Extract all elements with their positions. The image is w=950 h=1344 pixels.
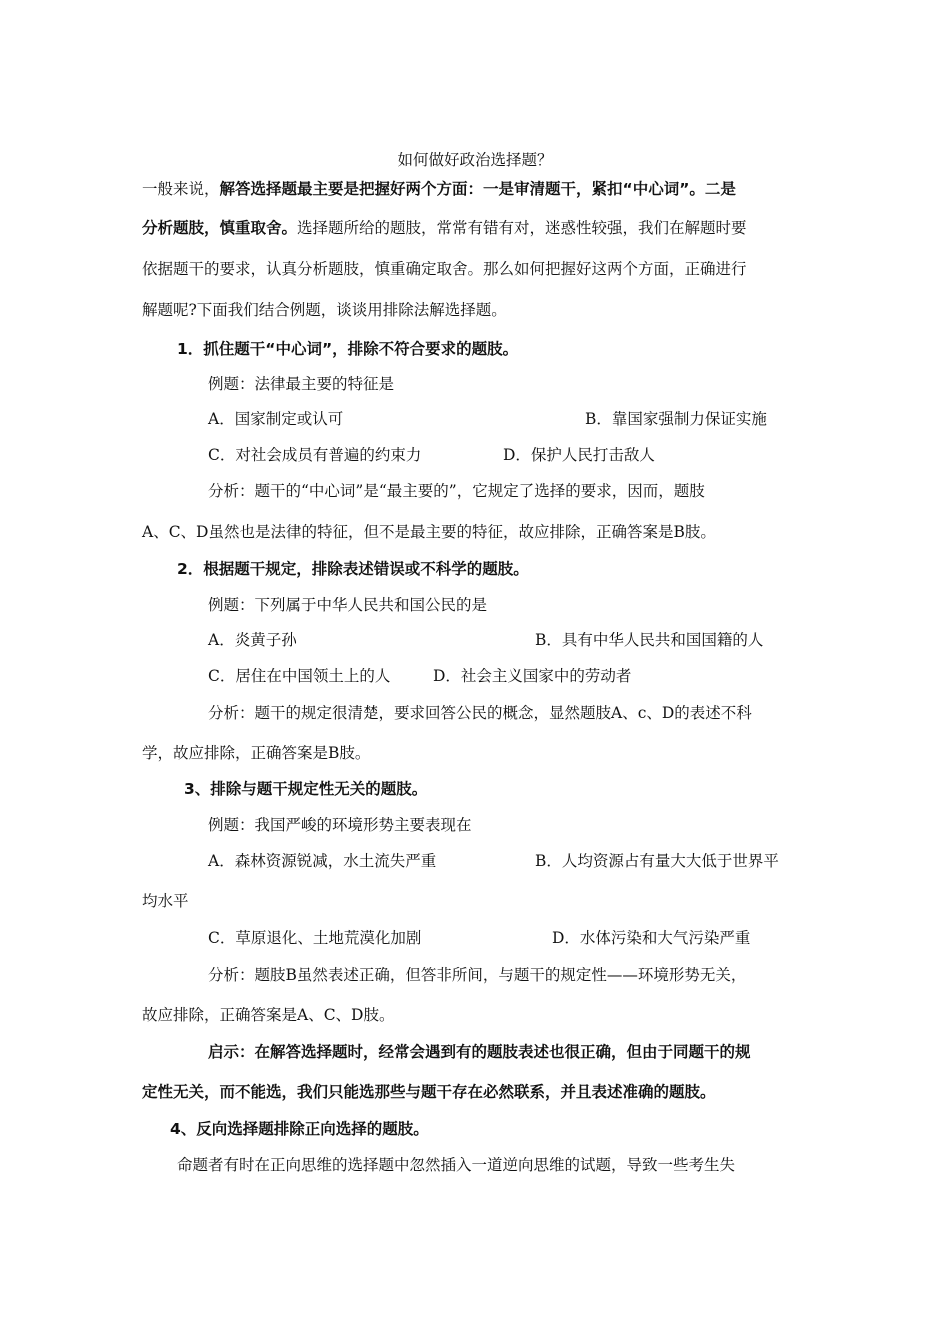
section-1-option-a: A．国家制定或认可 — [208, 410, 344, 428]
section-3-analysis-line-1: 分析：题肢B虽然表述正确，但答非所间，与题干的规定性——环境形势无关， — [208, 966, 747, 984]
intro-text-2: 选择题所给的题肢，常常有错有对，迷惑性较强，我们在解题时要 — [297, 219, 747, 237]
section-3-option-c: C．草原退化、土地荒漠化加剧 — [208, 929, 422, 947]
intro-line-2 — [142, 217, 747, 239]
section-2-option-b: B．具有中华人民共和国国籍的人 — [535, 631, 764, 649]
section-1-analysis-line-2: A、C、D虽然也是法律的特征，但不是最主要的特征，故应排除，正确答案是B肢。 — [142, 523, 716, 541]
section-1-heading: 1．抓住题干“中心词”，排除不符合要求的题肢。 — [177, 340, 519, 358]
section-2-example: 例题：下列属于中华人民共和国公民的是 — [208, 596, 488, 614]
intro-key-point-2: 分析题肢，慎重取舍。 — [142, 219, 298, 237]
section-3-example: 例题：我国严峻的环境形势主要表现在 — [208, 816, 472, 834]
section-2-option-c: C．居住在中国领土上的人 — [208, 667, 391, 685]
page-title: 如何做好政治选择题？ — [397, 151, 553, 169]
section-3-option-d: D．水体污染和大气污染严重 — [552, 929, 751, 947]
section-3-option-a: A．森林资源锐减，水土流失严重 — [208, 852, 437, 870]
section-3-analysis-line-2: 故应排除，正确答案是A、C、D肢。 — [142, 1006, 395, 1024]
section-1-option-b: B．靠国家强制力保证实施 — [585, 410, 767, 428]
section-2-analysis-line-2: 学，故应排除，正确答案是B肢。 — [142, 744, 371, 762]
section-1-example: 例题：法律最主要的特征是 — [208, 375, 395, 393]
section-4-heading: 4、反向选择题排除正向选择的题肢。 — [170, 1120, 429, 1138]
intro-key-point-1: 解答选择题最主要是把握好两个方面：一是审清题干，紧扣“中心词”。二是 — [219, 180, 736, 198]
section-2-analysis-line-1: 分析：题干的规定很清楚，要求回答公民的概念，显然题肢A、c、D的表述不科 — [208, 704, 752, 722]
intro-line-4: 解题呢?下面我们结合例题，谈谈用排除法解选择题。 — [142, 301, 507, 319]
section-3-option-b: B．人均资源占有量大大低于世界平 — [535, 852, 779, 870]
intro-line-1 — [142, 178, 736, 200]
section-1-analysis-line-1: 分析：题干的“中心词”是“最主要的”，它规定了选择的要求，因而，题肢 — [208, 482, 705, 500]
section-3-tip-line-2: 定性无关，而不能选，我们只能选那些与题干存在必然联系，并且表述准确的题肢。 — [142, 1083, 716, 1101]
section-2-heading: 2．根据题干规定，排除表述错误或不科学的题肢。 — [177, 560, 529, 578]
section-2-option-d: D．社会主义国家中的劳动者 — [433, 667, 632, 685]
section-1-option-d: D．保护人民打击敌人 — [503, 446, 655, 464]
intro-lead: 一般来说， — [142, 180, 220, 198]
section-3-heading: 3、排除与题干规定性无关的题肢。 — [184, 780, 428, 798]
section-2-option-a: A．炎黄子孙 — [208, 631, 297, 649]
intro-line-3: 依据题干的要求，认真分析题肢，慎重确定取舍。那么如何把握好这两个方面，正确进行 — [142, 260, 747, 278]
section-3-option-b-continued: 均水平 — [142, 892, 189, 910]
section-4-paragraph-line-1: 命题者有时在正向思维的选择题中忽然插入一道逆向思维的试题，导致一些考生失 — [177, 1156, 736, 1174]
section-3-tip-line-1: 启示：在解答选择题时，经常会遇到有的题肢表述也很正确，但由于同题干的规 — [208, 1043, 751, 1061]
section-1-option-c: C．对社会成员有普遍的约束力 — [208, 446, 422, 464]
